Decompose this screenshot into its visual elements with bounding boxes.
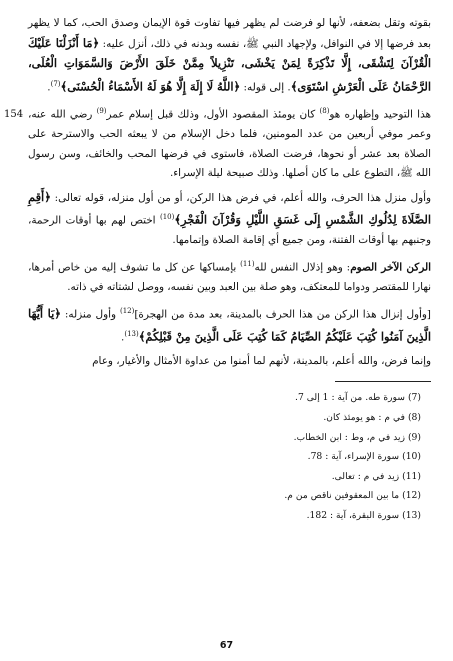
footnote: (7) سورة طه. من آية : 1 إلى 7. [295,392,421,404]
paragraph [28,14,431,98]
footnote: (8) في م : هو يومئذ كان. [323,411,421,423]
footnotes [28,388,431,525]
footnote: (9) زيد في م، وط : ابن الخطاب. [293,431,421,443]
footnote-ref: (12) [119,306,135,315]
text-segment: هذا التوحيد وإظهاره هو [329,108,432,121]
footnote-ref: (10) [159,213,175,222]
footnote: (13) سورة البقرة، آية : 182. [306,509,421,521]
quran-verse: ﴿مَا أَنْزَلْنَا عَلَيْكَ الْقُرْآنَ لِتَشْقَى، إِلَّا تَذْكِرَةً لِمَنْ يَخْشَى، تَنْزِيلاً مِمَّنْ خَلَقَ الأَرْضَ وَالسَّمَوَاتِ الْعُلَى، الرَّحْمَانُ عَلَى الْعَرْشِ اسْتَوَى﴾ [28,35,431,94]
text-segment: وأول منزله: [60,308,120,321]
text-segment: اختص لهم بها أوقات الرحمة، وجنبهم بها أوقات الفتنة، ومن جميع أي إقامة الصلاة وإتمامها. [28,214,431,247]
quran-verse: ﴿اللَّهُ لَا إِلَهَ إِلَّا هُوَ لَهُ الأَسْمَاءُ الْحُسْنَى﴾ [60,79,241,94]
footnote-ref: (13) [124,329,139,338]
quran-verse: ﴿أَقِمِ الصَّلَاةَ لِدُلُوكِ الشَّمْسِ إِلَى غَسَقِ اللَّيْلِ وَقُرْآنَ الْفَجْرِ﴾ [28,189,431,227]
text-segment: . إلى قوله: [240,81,291,94]
paragraph [28,352,431,372]
footnote: (12) ما بين المعقوفين ناقص من م. [284,490,421,502]
text-segment: [وأول إنزال هذا الركن من هذا الحرف بالمدينة، بعد مدة من الهجرة] [134,308,431,321]
text-segment: وإنما فرض، والله أعلم، بالمدينة، لأنهم لما أمنوا من عداوة الأمثال والأغيار، وعام [92,354,431,367]
footnote-ref: (8) [319,106,330,115]
paragraph [28,255,431,298]
section-label: الركن الآخر الصوم [350,261,431,274]
footnote-ref: (9) [96,106,107,115]
text-segment: رضي الله عنه، وعمر موفي أربعين من عدد المومنين، فلما دخل الإسلام من لا يبعثه الحب والاسترحة على الصلاة بعد عشر أو نحوها، فرضت الصلاة، فاستوى في فرضها المحب والخائف، وسن رسول الله ﷺ، التطوع على ما كان أصلها. وذلك صبيحة ليلة الإسراء. [28,108,431,180]
footnote-divider [335,381,431,382]
paragraph [28,302,431,348]
text-segment: . [121,331,125,344]
main-text [28,14,431,371]
text-segment: : وهو إذلال النفس لله [254,261,351,274]
footnote-ref: (11) [240,259,255,268]
text-segment: . [47,81,51,94]
text-segment: كان يومئذ المقصود الأول، وذلك قبل إسلام عمر [106,108,320,121]
footnote: (11) زيد في م : تعالى. [331,470,421,482]
page-number: 67 [219,640,234,651]
footnote-ref: (7) [50,79,61,88]
paragraph [28,102,431,184]
margin-number: 154 [4,109,24,120]
footnote: (10) سورة الإسراء، آية : 78. [307,451,421,463]
paragraph [28,188,431,251]
quran-verse: ﴿يَا أَيُّهَا الَّذِينَ آمَنُوا كُتِبَ عَلَيْكُمُ الصِّيَامُ كَمَا كُتِبَ عَلَى الَّذِينَ مِنْ قَبْلِكُمْ﴾ [28,306,431,344]
text-segment: وأول منزل هذا الحرف، والله أعلم، في فرض هذا الركن، أو من أول منزله، قوله تعالى: [50,191,431,204]
text-segment: بإمساكها عن كل ما تشوف إليه من خاص أمرها، نهارا للمقتصر ودواما للمعتكف، وهو صلة بين العبد وبين نفسه، ووصل لشتاته في ذاته. [28,261,431,293]
text-segment: بقوته وتقل بضعفه، لأنها لو فرضت لم يظهر فيها تفاوت قوة الإيمان وصدق الحب، كما لا يظهر بعد فرضها إلا في النوافل، ولإجهاد النبي ﷺ، نفسه وبدنه في ذلك، أنزل عليه: [28,17,431,50]
